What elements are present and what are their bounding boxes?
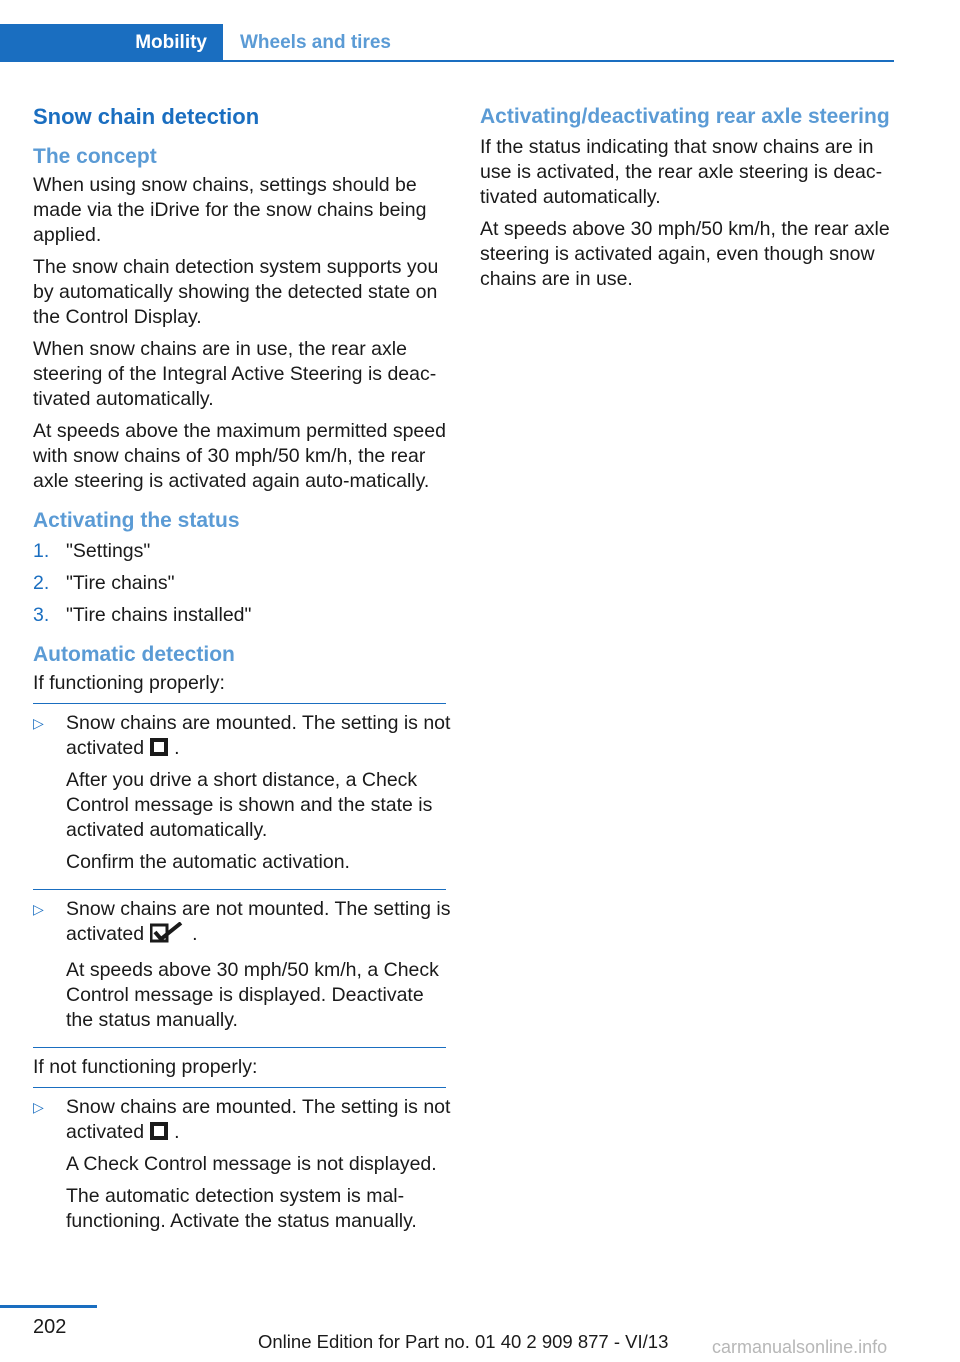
section-title: Snow chain detection	[33, 104, 260, 129]
list-item	[33, 539, 453, 564]
section-tab-wheels-and-tires[interactable]: Wheels and tires	[240, 32, 391, 53]
rear-axle-paragraph: At speeds above 30 mph/50 km/h, the rear axle steering is activated again, even though snow chains are in use.	[480, 218, 890, 290]
list-item	[33, 603, 453, 628]
footer-divider	[0, 1305, 97, 1308]
item-subtext: Confirm the automatic activation.	[66, 851, 350, 873]
item-subtext: A Check Control message is not displayed.	[66, 1153, 437, 1175]
rear-axle-paragraph: If the status indicating that snow chains are in use is activated, the rear axle steering is deac-tivated automatically.	[480, 136, 883, 208]
concept-paragraph: At speeds above the maximum permitted speed with snow chains of 30 mph/50 km/h, the rear axle steering is activated again auto-matically.	[33, 420, 446, 492]
activating-heading: Activating the status	[33, 509, 240, 532]
triangle-bullet-icon: ▷	[33, 715, 44, 731]
step-number: 3.	[33, 604, 50, 626]
watermark: carmanualsonline.info	[712, 1337, 888, 1357]
list-item: ▷ Snow chains are not mounted. The setting is activated . At speeds above 30 mph/50 km/h, a Check Control message is displayed. Deactivate the status manually.	[33, 897, 453, 1040]
item-subtext: After you drive a short distance, a Check Control message is shown and the state is activated automatically.	[66, 769, 433, 841]
divider	[33, 1047, 446, 1048]
step-number: 1.	[33, 540, 50, 562]
item-text: Snow chains are mounted. The setting is not activated	[66, 712, 451, 759]
triangle-bullet-icon: ▷	[33, 901, 44, 917]
item-subtext: The automatic detection system is mal-functioning. Activate the status manually.	[66, 1185, 417, 1232]
right-column	[480, 100, 900, 299]
divider	[33, 703, 446, 704]
section-tab-mobility[interactable]: Mobility	[0, 24, 223, 62]
edition-text: Online Edition for Part no. 01 40 2 909 877 - VI/13	[258, 1331, 669, 1352]
triangle-bullet-icon: ▷	[33, 1099, 44, 1115]
list-item: ▷ Snow chains are mounted. The setting is not activated . After you drive a short distance, a Check Control message is shown and the state is activated automatically. Confirm the automatic activation.	[33, 711, 453, 882]
divider	[33, 1087, 446, 1088]
if-not-proper-label: If not functioning properly:	[33, 1056, 258, 1078]
item-text: Snow chains are not mounted. The setting is activated	[66, 898, 451, 945]
step-text: "Settings"	[66, 540, 151, 562]
concept-paragraph: When snow chains are in use, the rear axle steering of the Integral Active Steering is deac-tivated automatically.	[33, 338, 437, 410]
auto-detection-heading: Automatic detection	[33, 643, 235, 666]
list-item	[33, 571, 453, 596]
concept-paragraph: When using snow chains, settings should be made via the iDrive for the snow chains being applied.	[33, 174, 427, 246]
page-number: 202	[33, 1316, 67, 1338]
checkbox-empty-icon	[150, 1122, 168, 1140]
concept-paragraph: The snow chain detection system supports you by automatically showing the detected state on the Control Display.	[33, 256, 439, 328]
step-text: "Tire chains installed"	[66, 604, 252, 626]
list-item: ▷ Snow chains are mounted. The setting is not activated . A Check Control message is not displayed. The automatic detection system is mal-functioning. Activate the status manually.	[33, 1095, 453, 1241]
checkbox-checked-icon	[150, 922, 186, 951]
item-text: Snow chains are mounted. The setting is not activated	[66, 1096, 451, 1143]
header-divider	[0, 60, 894, 62]
steps-list	[33, 539, 453, 628]
checkbox-empty-icon	[150, 738, 168, 756]
divider	[33, 889, 446, 890]
page-header	[0, 24, 894, 62]
left-column	[33, 100, 453, 1241]
step-text: "Tire chains"	[66, 572, 175, 594]
rear-axle-heading: Activating/deactivating rear axle steering	[480, 105, 890, 128]
concept-heading: The concept	[33, 145, 157, 168]
item-subtext: At speeds above 30 mph/50 km/h, a Check Control message is displayed. Deactivate the status manually.	[66, 959, 439, 1031]
step-number: 2.	[33, 572, 50, 594]
if-proper-label: If functioning properly:	[33, 672, 225, 694]
